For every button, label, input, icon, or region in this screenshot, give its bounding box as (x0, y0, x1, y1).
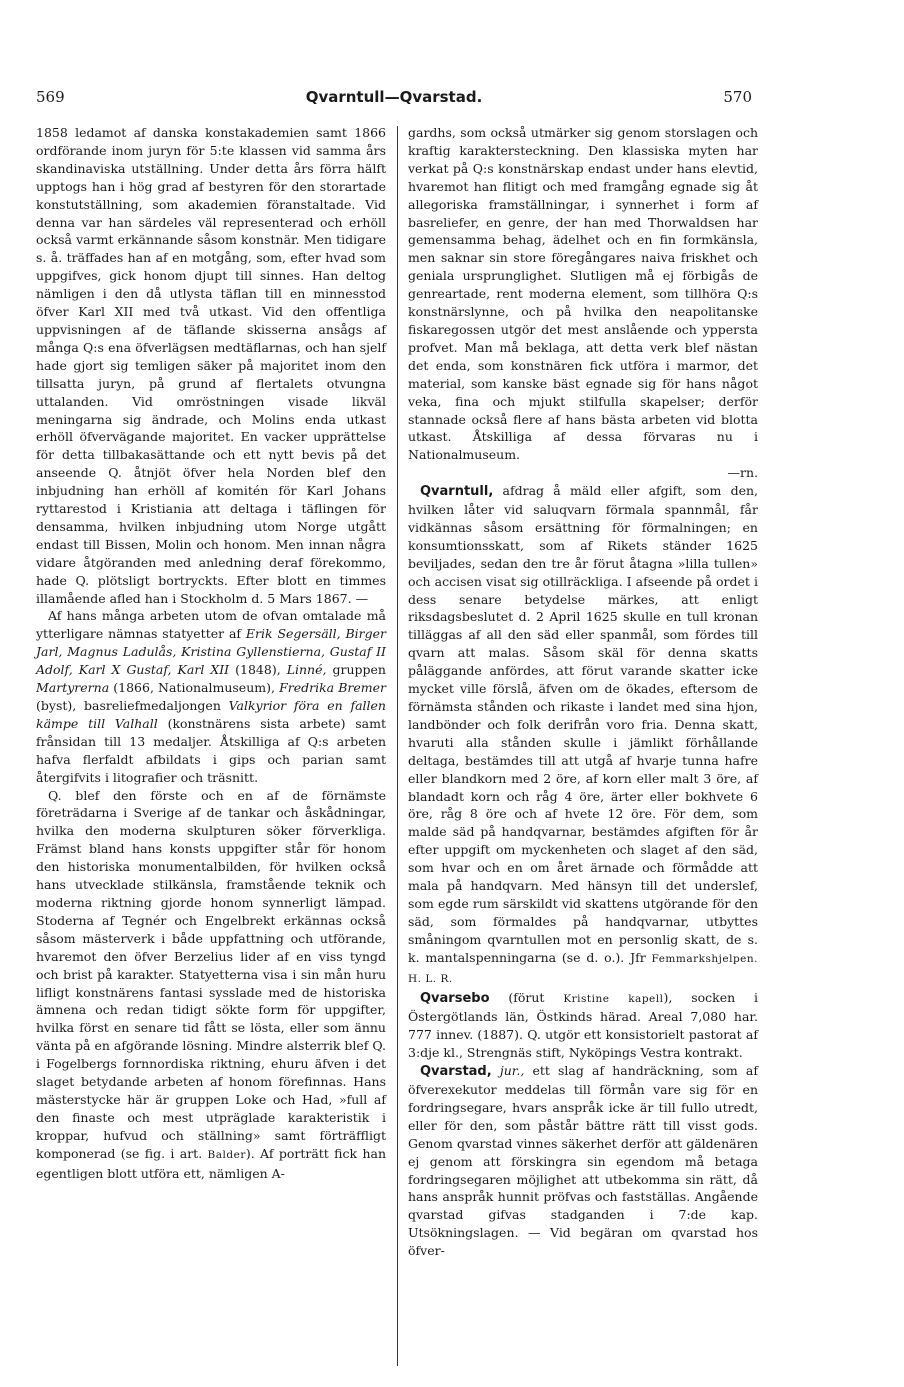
paragraph-assessment: Q. blef den förste och en af de förnämste företrädarna i Sverige af de tankar och åskådningar, hvilka den moderna skulpturen söker förverkliga. Främst bland hans konsts uppgifter står för honom den historiska monumentalbilden, för hvilken också hans utvecklade stilkänsla, framstående teknik och moderna riktning gjorde honom synnerligt lämpad. Stoderna af Tegnér och Engelbrekt erkännas också såsom mästerverk i både uppfattning och utförande, hvaremot den öfver Berzelius lider af en viss tyngd och brist på karakter. Statyetterna visa i sin mån huru lifligt konstnärens fantasi sysslade med de historiska ämnena och redan tidigt sökte form för uppgifter, hvilka först en senare tid fått se lösta, eller som ännu vänta på en afgörande lösning. Mindre alsterrik blef Q. i Fogelbergs fornnordiska riktning, ehuru äfven i det slaget betydande arbeten af honom förefinnas. Hans mästerstycke här är gruppen Loke och Had, »full af den finaste och mest utpräglade karakteristik i kroppar, hufvud och ställning» samt förträffligt komponerad (se fig. i art. Balder). Af porträtt fick han egentligen blott utföra ett, nämligen A- (36, 787, 386, 1181)
author-signature: —rn. (727, 465, 758, 481)
paragraph: 1858 ledamot af danska konstakademien samt 1866 ordförande inom juryn för 5:te klassen vid samma års skandinaviska utställning. Under detta års förra hälft upptogs han i hög grad af bestyren för den storartade konstutställning, som akademien föranstaltade. Vid denna var han särdeles väl representerad och erhöll också varmt erkännande såsom konstnär. Men tidigare s. å. träffades han af en motgång, som, efter hvad som uppgifves, gick honom djupt till sinnes. Han deltog nämligen i den då utlysta täflan till en minnesstod öfver Karl XII med två utkast. Vid den offentliga uppvisningen af de täflande skisserna ansågs af många Q:s ena öfverlägsen medtäflarnas, och han sjelf hade gjort sig temligen säker på majoritet inom den tillsatta juryn, på grund af flertalets otvungna uttalanden. Vid omröstningen visade likväl meningarna sig ändrade, och Molins enda utkast erhöll öfvervägande majoritet. En vacker upprättelse för detta tillbakasättande och ett nytt bevis på det anseende Q. åtnjöt öfver hela Norden blef den inbjudning han erhöll af komitén för Karl Johans ryttarestod i Kristiania att deltaga i täflingen för densamma, hvilken inbjudning utom Norge utgått endast till Bissen, Molin och honom. Men innan några vidare åtgöranden med anledning deraf förekommo, hade Q. plötsligt bortryckts. Efter blott en timmes illamående afled han i Stockholm d. 5 Mars 1867. — (36, 125, 386, 606)
entry-qvarsebo: Qvarsebo (förut Kristine kapell), socken i Östergötlands län, Östkinds härad. Areal 7,080 har. 777 innev. (1887). Q. utgör ett konsistorielt pastorat af 3:dje kl., Strengnäs stift, Nyköpings Vestra kontrakt. (408, 989, 759, 1061)
right-column (408, 124, 758, 1260)
works-list: Erik Segersäll, Birger Jarl, Magnus Ladulås, Kristina Gyllenstierna, Gustaf II Adolf, Karl X Gustaf, Karl XII (36, 626, 387, 678)
page-number-right: 570 (723, 88, 752, 106)
cross-reference: Balder (207, 1148, 246, 1161)
page-number-left: 569 (36, 88, 65, 106)
paragraph: gardhs, som också utmärker sig genom storslagen och kraftig karaktersteckning. Den klassiska myten har verkat på Q:s konstnärskap endast under hans elevtid, hvaremot han flitigt och med framgång egnade sig åt allegoriska framställningar, i synnerhet i form af basreliefer, en genre, der han med Thorwaldsen har gemensamma behag, ädelhet och en fin formkänsla, men saknar sin store föregångares naiva friskhet och geniala ursprunglighet. Slutligen må ej förbigås de genreartade, rent moderna element, som tillhöra Q:s konstnärslynne, och på hvilka den neapolitanske fiskaregossen utgör det mest anslående och yppersta profvet. Man må beklaga, att detta verk blef nästan det enda, som konstnären fick utföra i marmor, det material, som kanske bäst egnade sig för hans något veka, fina och mjukt stilfulla skapelser; derför stannade också flere af hans bästa arbeten vid blotta utkast. Åtskilliga af dessa förvaras nu i Nationalmuseum. (408, 125, 758, 463)
page-header (36, 88, 752, 112)
entry-keyword: Qvarntull, (420, 484, 494, 500)
entry-keyword: Qvarstad, (420, 1064, 492, 1080)
column-divider (397, 126, 398, 1366)
paragraph-works: Af hans många arbeten utom de ofvan omtalade må ytterligare nämnas statyetter af Erik Segersäll, Birger Jarl, Magnus Ladulås, Kristina Gyllenstierna, Gustaf II Adolf, Karl X Gustaf, Karl XII (1848), Linné, gruppen Martyrerna (1866, Nationalmuseum), Fredrika Bremer (byst), basreliefmedaljongen Valkyrior föra en fallen kämpe till Valhall (konstnärens sista arbete) samt frånsidan till 13 medaljer. Åtskilliga af Q:s arbeten hafva flerfaldt afbildats i gips och parian samt återgifvits i litografier och träsnitt. (36, 608, 387, 785)
page-title: Qvarntull—Qvarstad. (305, 88, 483, 106)
author-signature: H. L. R. (408, 972, 453, 985)
entry-qvarntull: Qvarntull, afdrag å mäld eller afgift, som den, hvilken låter vid saluqvarn förmala spannmål, får vidkännas såsom ersättning för förmalningen; en konsumtionsskatt, som af Rikets ständer 1625 beviljades, sedan den tre år förut åtagna »lilla tullen» och accisen visat sig otillräckliga. I afseende på ordet i dess senare betydelse märkes, att enligt riksdagsbeslutet d. 2 April 1625 skulle en tull kronan tilläggas af all den säd eller spanmål, som fördes till qvarn att malas. Såsom skäl för denna skatts påläggande anfördes, att förut varande skatter icke mycket ville förslå, äfven om de ökades, eftersom de förnämsta stånden och rikaste i landet med sina hjon, landbönder och folk derifrån voro fria. Denna skatt, hvaruti alla stånden skulle i jämlikt förhållande deltaga, bestämdes till att utgå af hvarje tunna hafre eller blandkorn med 2 öre, af korn eller malt 3 öre, af blandadt korn och råg 4 öre, ärter eller bokhvete 6 öre, råg 8 öre och af hvete 12 öre. För dem, som malde säd på handqvarnar, bestämdes afgiften för år efter uppgift om myckenheten och slaget af den säd, som hvar och en om året ärnade och förmådde att mala på handqvarn. Med hänsyn till det underslef, som egde rum särskildt vid skattens utgörande för den säd, som förmaldes på handqvarnar, utbyttes småningom qvarntullen mot en personlig skatt, de s. k. mantalspenningarna (se d. o.). Jfr Femmarkshjelpen. H. L. R. (408, 483, 758, 985)
entry-keyword: Qvarsebo (420, 990, 490, 1006)
cross-reference: Kristine kapell (563, 992, 664, 1005)
cross-reference: Femmarkshjelpen. (651, 952, 758, 965)
entry-qvarstad: Qvarstad, jur., ett slag af handräckning, som af öfverexekutor meddelas till förmån vare sig för en fordringsegare, hvars anspråk icke är till fullo utredt, eller för den, som påstår bättre rätt till visst gods. Genom qvarstad vinnes säkerhet derför att gäldenären ej genom att förskingra sin egendom må betaga fordringsegaren möjlighet att utbekomma sin rätt, då hans anspråk hunnit pröfvas och fastställas. Angående qvarstad gifvas stadganden i 7:de kap. Utsökningslagen. — Vid begäran om qvarstad hos öfver- (408, 1063, 758, 1259)
left-column (36, 124, 386, 1182)
